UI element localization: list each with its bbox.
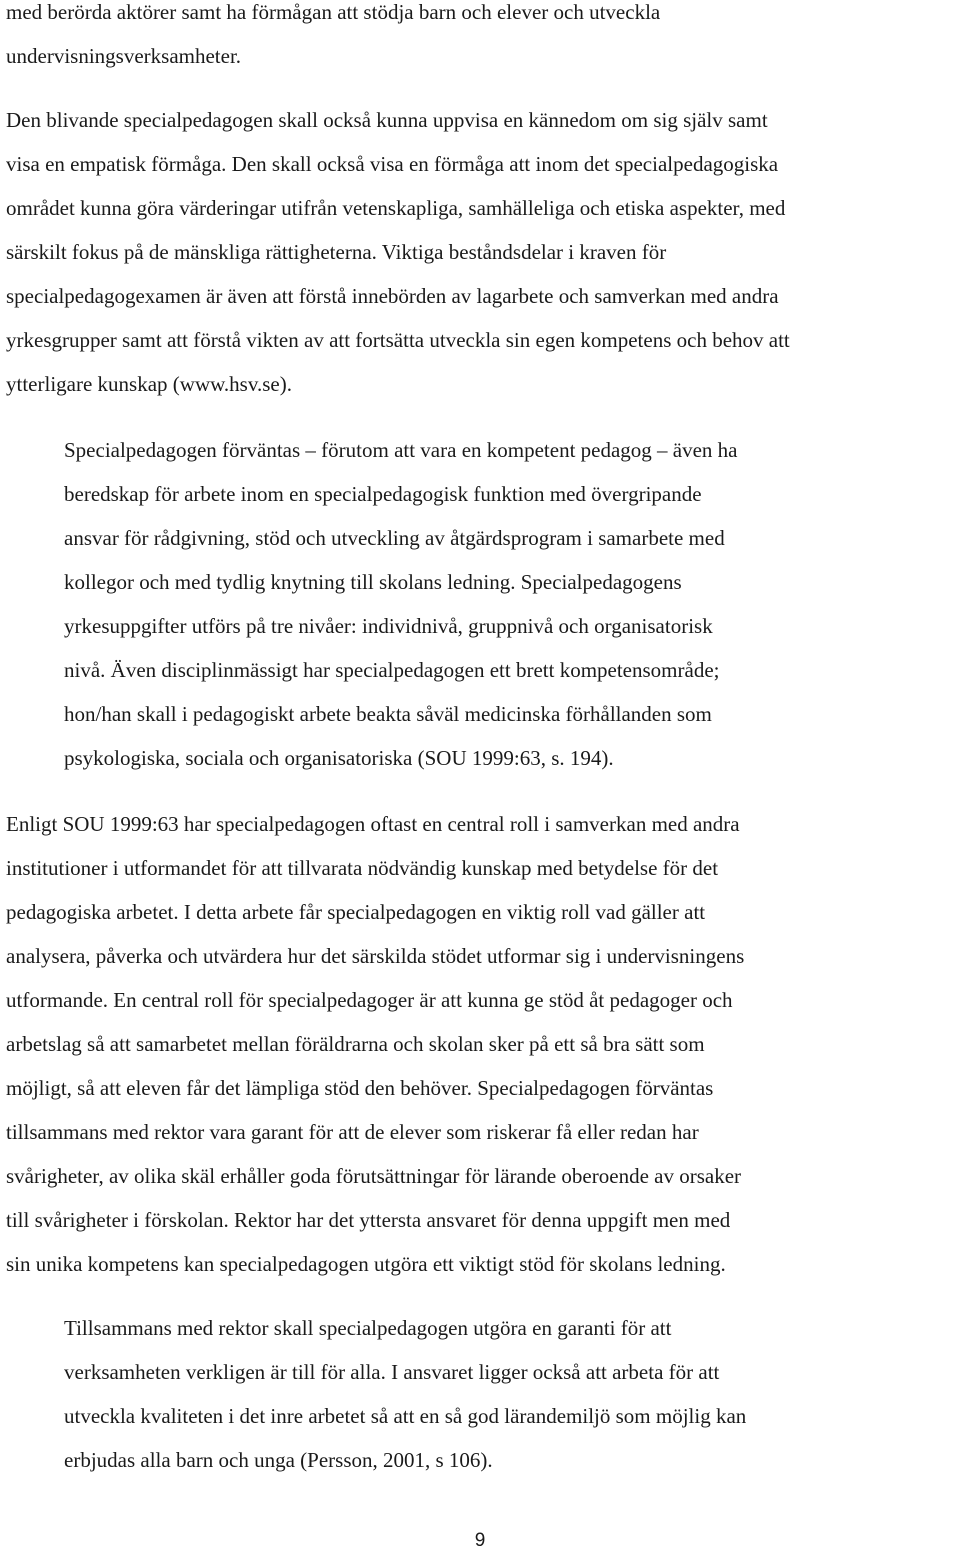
- paragraph-central-role: [6, 802, 744, 1286]
- text-line: pedagogiska arbetet. I detta arbete får specialpedagogen en viktig roll vad gäller att: [6, 900, 706, 924]
- text-line: ansvar för rådgivning, stöd och utveckling av åtgärdsprogram i samarbete med: [64, 526, 725, 550]
- text-line: utformande. En central roll för specialpedagoger är att kunna ge stöd åt pedagoger och: [6, 988, 733, 1012]
- paragraph-intro-continuation: [6, 0, 660, 78]
- text-line: svårigheter, av olika skäl erhåller goda förutsättningar för lärande oberoende av orsaker: [6, 1164, 742, 1188]
- text-line: Specialpedagogen förväntas – förutom att vara en kompetent pedagog – även ha: [64, 438, 738, 462]
- text-line: institutioner i utformandet för att tillvarata nödvändig kunskap med betydelse för det: [6, 856, 719, 880]
- text-line: särskilt fokus på de mänskliga rättigheterna. Viktiga beståndsdelar i kraven för: [6, 240, 667, 264]
- text-line: visa en empatisk förmåga. Den skall också visa en förmåga att inom det specialpedagogiska: [6, 152, 779, 176]
- text-line: utveckla kvaliteten i det inre arbetet så att en så god lärandemiljö som möjlig kan: [64, 1404, 747, 1428]
- text-line: yrkesgrupper samt att förstå vikten av att fortsätta utveckla sin egen kompetens och behov att: [6, 328, 790, 352]
- text-line: undervisningsverksamheter.: [6, 44, 242, 68]
- text-line: hon/han skall i pedagogiskt arbete beakta såväl medicinska förhållanden som: [64, 702, 712, 726]
- text-line: psykologiska, sociala och organisatoriska (SOU 1999:63, s. 194).: [64, 746, 614, 770]
- text-line: tillsammans med rektor vara garant för att de elever som riskerar få eller redan har: [6, 1120, 699, 1144]
- text-line: möjligt, så att eleven får det lämpliga stöd den behöver. Specialpedagogen förväntas: [6, 1076, 714, 1100]
- text-line: kollegor och med tydlig knytning till skolans ledning. Specialpedagogens: [64, 570, 682, 594]
- block-quote-sou: [64, 428, 738, 780]
- text-line: arbetslag så att samarbetet mellan föräldrarna och skolan sker på ett så bra sätt som: [6, 1032, 705, 1056]
- text-line: specialpedagogexamen är även att förstå innebörden av lagarbete och samverkan med andra: [6, 284, 779, 308]
- block-quote-persson: [64, 1306, 746, 1482]
- paragraph-specialpedagog-requirements: [6, 98, 790, 406]
- text-line: med berörda aktörer samt ha förmågan att stödja barn och elever och utveckla: [6, 0, 661, 24]
- text-line: till svårigheter i förskolan. Rektor har det yttersta ansvaret för denna uppgift men med: [6, 1208, 731, 1232]
- text-line: nivå. Även disciplinmässigt har specialpedagogen ett brett kompetensområde;: [64, 658, 720, 682]
- text-line: analysera, påverka och utvärdera hur det särskilda stödet utformar sig i undervisningens: [6, 944, 745, 968]
- text-line: beredskap för arbete inom en specialpedagogisk funktion med övergripande: [64, 482, 702, 506]
- text-line: yrkesuppgifter utförs på tre nivåer: individnivå, gruppnivå och organisatorisk: [64, 614, 713, 638]
- page-number: 9: [474, 1530, 486, 1551]
- text-line: erbjudas alla barn och unga (Persson, 2001, s 106).: [64, 1448, 493, 1472]
- text-line: verksamheten verkligen är till för alla. I ansvaret ligger också att arbeta för att: [64, 1360, 720, 1384]
- text-line: Tillsammans med rektor skall specialpedagogen utgöra en garanti för att: [64, 1316, 672, 1340]
- text-line: området kunna göra värderingar utifrån vetenskapliga, samhälleliga och etiska aspekter, med: [6, 196, 786, 220]
- text-line: Den blivande specialpedagogen skall också kunna uppvisa en kännedom om sig själv samt: [6, 108, 768, 132]
- text-line: ytterligare kunskap (www.hsv.se).: [6, 372, 292, 396]
- text-line: Enligt SOU 1999:63 har specialpedagogen oftast en central roll i samverkan med andra: [6, 812, 740, 836]
- text-line: sin unika kompetens kan specialpedagogen utgöra ett viktigt stöd för skolans ledning.: [6, 1252, 726, 1276]
